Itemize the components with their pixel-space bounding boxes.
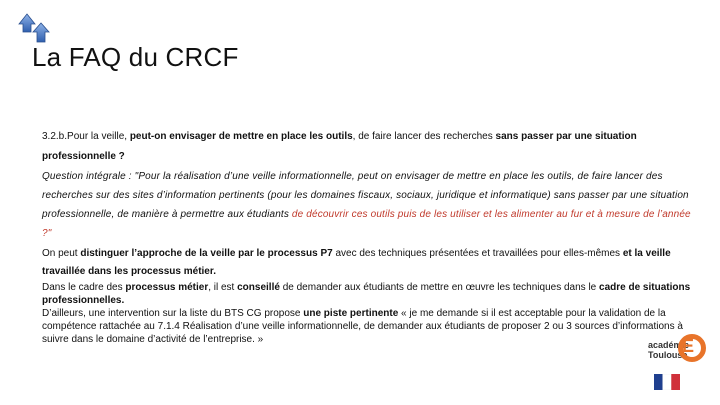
- answer-text: de demander aux étudiants de mettre en œuvre les techniques dans le: [279, 282, 600, 293]
- back-arrow-icon[interactable]: [33, 23, 49, 42]
- answer-text: , il est: [208, 282, 238, 293]
- republique-francaise-flag-icon: [654, 374, 680, 390]
- full-question-highlight: de découvrir ces outils puis de les utiliser et les alimenter au fur et à mesure de l’année ?": [42, 209, 691, 239]
- answer-bold: cadre de situations professionnelles.: [42, 282, 691, 306]
- answer-text: On peut: [42, 248, 81, 259]
- question-heading: [42, 127, 692, 167]
- answer-paragraph-3: [42, 307, 692, 346]
- full-question-text: Question intégrale : "Pour la réalisation d’une veille informationnelle, peut on envisager de mettre en place les outils, de faire lancer des recherches sur des sites d’information pertinents (pour les domaines fiscaux, sociaux, juridique et informatique) sans passer par une situation professionnelle, de manière à permettre aux étudiants: [42, 171, 689, 220]
- navigation-arrows-icon[interactable]: [18, 12, 58, 46]
- answer-bold: distinguer l’approche de la veille par le processus P7: [80, 248, 333, 259]
- home-arrow-icon[interactable]: [19, 14, 35, 32]
- answer-text: Dans le cadre des: [42, 282, 126, 293]
- answer-bold: une piste pertinente: [303, 308, 399, 319]
- logo-line-1: académie: [648, 340, 690, 350]
- answer-bold: processus métier: [125, 282, 209, 293]
- answer-paragraph-1: [42, 245, 692, 281]
- answer-bold: et la veille travaillée dans les processus métier.: [42, 248, 671, 277]
- page-title: La FAQ du CRCF: [32, 42, 239, 72]
- question-middle: , de faire lancer des recherches: [352, 131, 496, 142]
- logo-line-2: Toulouse: [648, 350, 688, 360]
- question-bold-1: peut-on envisager de mettre en place les outils: [129, 131, 353, 142]
- answer-bold: conseillé: [237, 282, 280, 293]
- faq-content: [42, 127, 692, 346]
- logo-letter: É: [682, 336, 695, 356]
- answer-paragraph-2: [42, 281, 692, 307]
- answer-text: D’ailleurs, une intervention sur la liste du BTS CG propose: [42, 308, 304, 319]
- question-prefix: 3.2.b.Pour la veille,: [42, 131, 130, 142]
- full-question: [42, 167, 692, 243]
- answer-text: avec des techniques présentées et travaillées pour elles-mêmes: [332, 248, 623, 259]
- answer-text: « je me demande si il est acceptable pour la validation de la compétence rattachée au 7.1.4 Réalisation d’une veille informationnelle, de demander aux étudiants de proposer 2 ou 3 sources d’informations à suivre dans le domaine d’activité de l’entreprise. »: [42, 308, 683, 345]
- question-bold-2: sans passer par une situation professionnelle ?: [42, 131, 637, 162]
